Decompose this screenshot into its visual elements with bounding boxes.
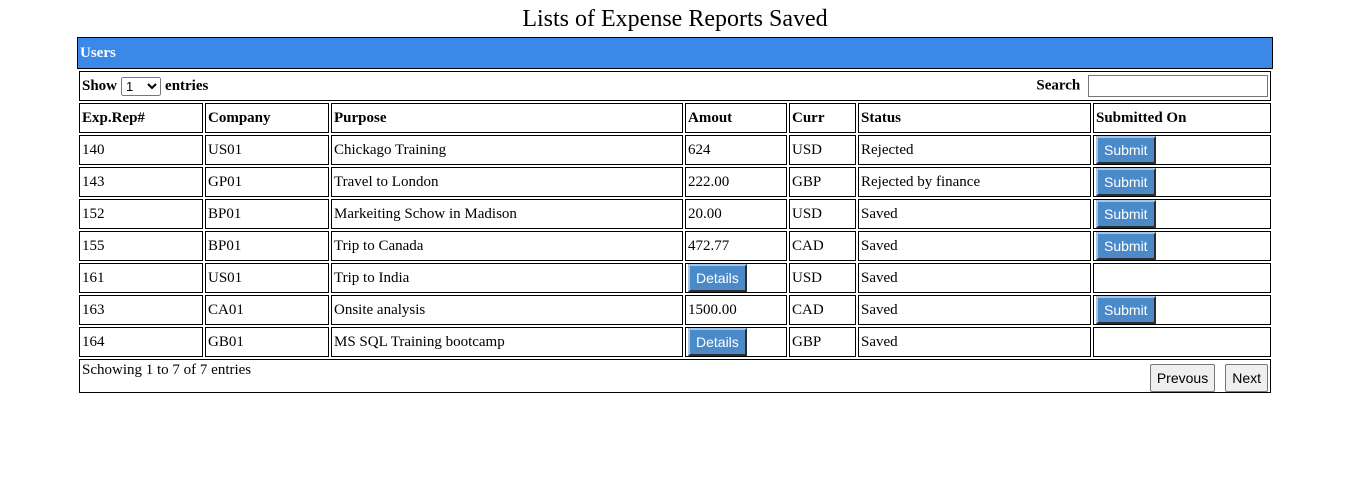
search-input[interactable]	[1088, 75, 1268, 97]
cell-currency: GBP	[789, 327, 856, 357]
cell-status: Saved	[858, 327, 1091, 357]
cell-purpose: MS SQL Training bootcamp	[331, 327, 683, 357]
cell-purpose: Trip to India	[331, 263, 683, 293]
cell-exp-rep: 155	[79, 231, 203, 261]
panel-header: Users	[77, 37, 1273, 69]
cell-company: GP01	[205, 167, 329, 197]
page-size-select[interactable]	[121, 77, 161, 96]
cell-amount: 472.77	[685, 231, 787, 261]
cell-company: US01	[205, 263, 329, 293]
cell-status: Saved	[858, 295, 1091, 325]
col-header-status: Status	[858, 103, 1091, 133]
submit-button[interactable]: Submit	[1096, 232, 1156, 260]
cell-company: GB01	[205, 327, 329, 357]
previous-button[interactable]: Prevous	[1150, 364, 1215, 392]
cell-exp-rep: 143	[79, 167, 203, 197]
cell-submitted-on	[1093, 199, 1271, 229]
cell-status: Rejected	[858, 135, 1091, 165]
col-header-submitted-on: Submitted On	[1093, 103, 1271, 133]
table-row	[79, 263, 1271, 293]
entries-info: Schowing 1 to 7 of 7 entries	[82, 362, 252, 378]
cell-amount: 1500.00	[685, 295, 787, 325]
table-row	[79, 231, 1271, 261]
table-row	[79, 199, 1271, 229]
cell-exp-rep: 163	[79, 295, 203, 325]
submit-button[interactable]: Submit	[1096, 200, 1156, 228]
cell-submitted-on	[1093, 167, 1271, 197]
cell-company: BP01	[205, 231, 329, 261]
details-button[interactable]: Details	[688, 328, 747, 356]
submit-button[interactable]: Submit	[1096, 136, 1156, 164]
cell-currency: USD	[789, 263, 856, 293]
col-header-currency: Curr	[789, 103, 856, 133]
cell-company: CA01	[205, 295, 329, 325]
cell-company: BP01	[205, 199, 329, 229]
col-header-amount: Amout	[685, 103, 787, 133]
table-row	[79, 327, 1271, 357]
cell-submitted-on	[1093, 135, 1271, 165]
cell-amount: 222.00	[685, 167, 787, 197]
cell-purpose: Markeiting Schow in Madison	[331, 199, 683, 229]
cell-purpose: Travel to London	[331, 167, 683, 197]
cell-submitted-on	[1093, 263, 1271, 293]
expense-table	[77, 69, 1273, 395]
cell-submitted-on	[1093, 231, 1271, 261]
table-row	[79, 295, 1271, 325]
cell-currency: USD	[789, 135, 856, 165]
cell-currency: CAD	[789, 231, 856, 261]
submit-button[interactable]: Submit	[1096, 168, 1156, 196]
submit-button[interactable]: Submit	[1096, 296, 1156, 324]
table-controls	[79, 71, 1271, 101]
cell-status: Saved	[858, 231, 1091, 261]
cell-status: Saved	[858, 199, 1091, 229]
table-footer	[79, 359, 1271, 393]
search-label: Search	[1036, 77, 1081, 94]
next-button[interactable]: Next	[1225, 364, 1268, 392]
table-row	[79, 167, 1271, 197]
cell-exp-rep: 161	[79, 263, 203, 293]
cell-status: Saved	[858, 263, 1091, 293]
cell-submitted-on	[1093, 295, 1271, 325]
col-header-company: Company	[205, 103, 329, 133]
cell-company: US01	[205, 135, 329, 165]
table-header-row	[79, 103, 1271, 133]
expense-reports-panel	[77, 37, 1273, 395]
table-row	[79, 135, 1271, 165]
cell-submitted-on	[1093, 327, 1271, 357]
page-title: Lists of Expense Reports Saved	[522, 6, 828, 32]
cell-currency: CAD	[789, 295, 856, 325]
cell-amount: 20.00	[685, 199, 787, 229]
col-header-exp-rep: Exp.Rep#	[79, 103, 203, 133]
cell-amount: 624	[685, 135, 787, 165]
cell-currency: USD	[789, 199, 856, 229]
cell-amount	[685, 263, 787, 293]
cell-exp-rep: 140	[79, 135, 203, 165]
cell-purpose: Chickago Training	[331, 135, 683, 165]
details-button[interactable]: Details	[688, 264, 747, 292]
entries-label: entries	[165, 77, 209, 94]
col-header-purpose: Purpose	[331, 103, 683, 133]
cell-status: Rejected by finance	[858, 167, 1091, 197]
cell-purpose: Trip to Canada	[331, 231, 683, 261]
cell-amount	[685, 327, 787, 357]
cell-exp-rep: 152	[79, 199, 203, 229]
show-label: Show	[82, 77, 118, 94]
cell-exp-rep: 164	[79, 327, 203, 357]
cell-purpose: Onsite analysis	[331, 295, 683, 325]
cell-currency: GBP	[789, 167, 856, 197]
